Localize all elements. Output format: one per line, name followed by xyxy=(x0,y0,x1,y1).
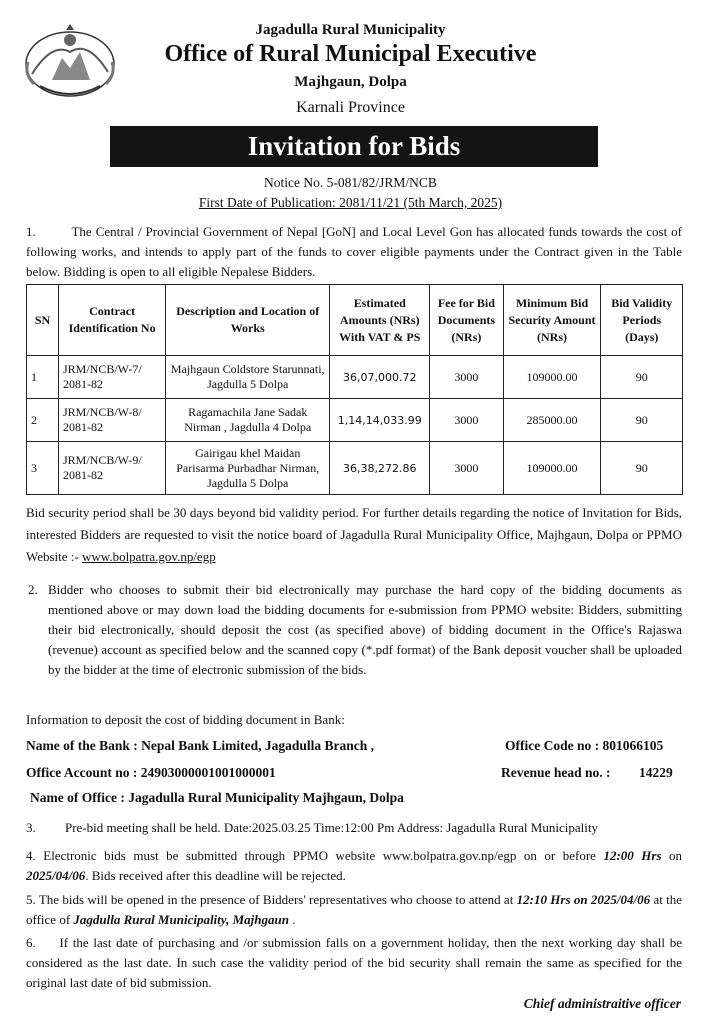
paragraph-number: 3. xyxy=(26,820,36,835)
paragraph-6 xyxy=(26,933,682,993)
cell-sn: 1 xyxy=(27,356,59,399)
paragraph-text: The Central / Provincial Government of Nepal [GoN] and Local Level Gon has allocated funds towards the cost of following works, and intends to apply part of the funds to cover eligible payments under the Contract given in the Table below. Bidding is open to all eligible Nepalese Bidders. xyxy=(26,224,683,279)
notice-number: Notice No. 5-081/82/JRM/NCB xyxy=(264,175,437,190)
paragraph-number: 2. xyxy=(28,582,38,597)
office-code: Office Code no : 801066105 xyxy=(505,738,664,753)
paragraph-2 xyxy=(28,580,682,680)
cell-description: Ragamachila Jane Sadak Nirman , Jagdulla 4 Dolpa xyxy=(166,399,330,442)
paragraph-text: 4. Electronic bids must be submitted through PPMO website www.bolpatra.gov.np/egp on or before xyxy=(26,848,596,863)
publication-date-value: : 2081/11/21 (5th March, 2025) xyxy=(332,195,503,210)
column-header: Contract Identification No xyxy=(58,285,165,356)
cell-amount: 1,14,14,033.99 xyxy=(330,399,430,442)
paragraph-1 xyxy=(26,222,682,282)
paragraph-text: on xyxy=(669,848,683,863)
paragraph-text: 5. The bids will be opened in the presence of Bidders' representatives who choose to attend at xyxy=(26,892,514,907)
paragraph-text: at the office of xyxy=(26,892,683,927)
cell-security: 109000.00 xyxy=(503,442,601,495)
office-account: Office Account no : 24903000001001000001 xyxy=(26,765,276,780)
cell-amount: 36,38,272.86 xyxy=(330,442,430,495)
banner-title: Invitation for Bids xyxy=(110,126,598,167)
cell-fee: 3000 xyxy=(430,399,503,442)
cell-contract-id: JRM/NCB/W-9/ 2081-82 xyxy=(58,442,165,495)
paragraph-4 xyxy=(26,846,682,886)
paragraph-text: Pre-bid meeting shall be held. Date:2025.03.25 Time:12:00 Pm Address: Jagadulla Rural Municipality xyxy=(65,820,598,835)
publication-date xyxy=(0,195,701,211)
bank-name: Name of the Bank : Nepal Bank Limited, Jagadulla Branch , xyxy=(26,738,375,753)
table-header-row xyxy=(27,285,683,356)
province-name: Karnali Province xyxy=(296,99,405,116)
cell-validity: 90 xyxy=(601,442,683,495)
cell-validity: 90 xyxy=(601,356,683,399)
cell-fee: 3000 xyxy=(430,356,503,399)
publication-date-label: First Date of Publication xyxy=(198,195,332,210)
cell-fee: 3000 xyxy=(430,442,503,495)
paragraph-number: 6. xyxy=(26,935,36,950)
table-row xyxy=(27,356,683,399)
revenue-head-value: 14229 xyxy=(639,765,673,780)
cell-amount: 36,07,000.72 xyxy=(330,356,430,399)
cell-security: 109000.00 xyxy=(503,356,601,399)
column-header: Bid Validity Periods (Days) xyxy=(601,285,683,356)
column-header: Minimum Bid Security Amount (NRs) xyxy=(503,285,601,356)
security-note-text: Bid security period shall be 30 days beyond bid validity period. For further details regarding the notice of Invitation for Bids, interested Bidders are requested to visit the notice board of Jagadulla Rural Municipality Office, Majhgaun, Dolpa or PPMO Website :- xyxy=(26,505,682,564)
security-note xyxy=(26,502,682,568)
ppmo-website-link[interactable]: www.bolpatra.gov.np/egp xyxy=(82,549,216,564)
cell-contract-id: JRM/NCB/W-7/ 2081-82 xyxy=(58,356,165,399)
paragraph-5 xyxy=(26,890,682,930)
revenue-head-label: Revenue head no. : xyxy=(501,765,611,780)
cell-sn: 2 xyxy=(27,399,59,442)
table-row xyxy=(27,442,683,495)
paragraph-text: Bidder who chooses to submit their bid electronically may purchase the hard copy of the bidding documents as mentioned above or may down load the bidding documents for e-submission from PPMO website: Bidders, submitting their bid electronically, should deposit the cost (as specified above) of bidding document in the Office's Rajaswa (revenue) account as specified below and the scanned copy (*.pdf format) of the Bank deposit voucher shall be uploaded by the bidder at the time of electronic submission of the bids. xyxy=(48,582,682,677)
column-header: Estimated Amounts (NRs) With VAT & PS xyxy=(330,285,430,356)
cell-validity: 90 xyxy=(601,399,683,442)
column-header: Fee for Bid Documents (NRs) xyxy=(430,285,503,356)
column-header: SN xyxy=(27,285,59,356)
paragraph-text: If the last date of purchasing and /or submission falls on a government holiday, then the next working day shall be considered as the last date. In such case the validity period of the bid security shall remain the same as specified for the original last date of bid submission. xyxy=(26,935,682,990)
opening-time: 12:10 Hrs on 2025/04/06 xyxy=(516,892,651,907)
column-header: Description and Location of Works xyxy=(166,285,330,356)
opening-place: Jagdulla Rural Municipality, Majhgaun xyxy=(73,912,289,927)
paragraph-number: 1. xyxy=(26,224,36,239)
office-title: Office of Rural Municipal Executive xyxy=(164,41,537,67)
cell-security: 285000.00 xyxy=(503,399,601,442)
cell-description: Majhgaun Coldstore Starunnati, Jagdulla 5 Dolpa xyxy=(166,356,330,399)
bank-intro: Information to deposit the cost of bidding document in Bank: xyxy=(26,712,345,727)
paragraph-text: . Bids received after this deadline will be rejected. xyxy=(85,868,346,883)
office-name: Name of Office : Jagadulla Rural Municipality Majhgaun, Dolpa xyxy=(30,790,404,805)
cell-contract-id: JRM/NCB/W-8/ 2081-82 xyxy=(58,399,165,442)
signature-title: Chief administraitive officer xyxy=(523,996,681,1011)
submission-time: 12:00 Hrs xyxy=(603,848,662,863)
submission-date: 2025/04/06 xyxy=(26,868,86,883)
office-address: Majhgaun, Dolpa xyxy=(294,74,407,90)
cell-description: Gairigau khel Maidan Parisarma Purbadhar Nirman, Jagdulla 5 Dolpa xyxy=(166,442,330,495)
municipality-name: Jagadulla Rural Municipality xyxy=(255,22,446,38)
bids-table xyxy=(26,284,683,495)
table-row xyxy=(27,399,683,442)
paragraph-text: . xyxy=(292,912,296,927)
paragraph-3 xyxy=(26,818,682,838)
cell-sn: 3 xyxy=(27,442,59,495)
